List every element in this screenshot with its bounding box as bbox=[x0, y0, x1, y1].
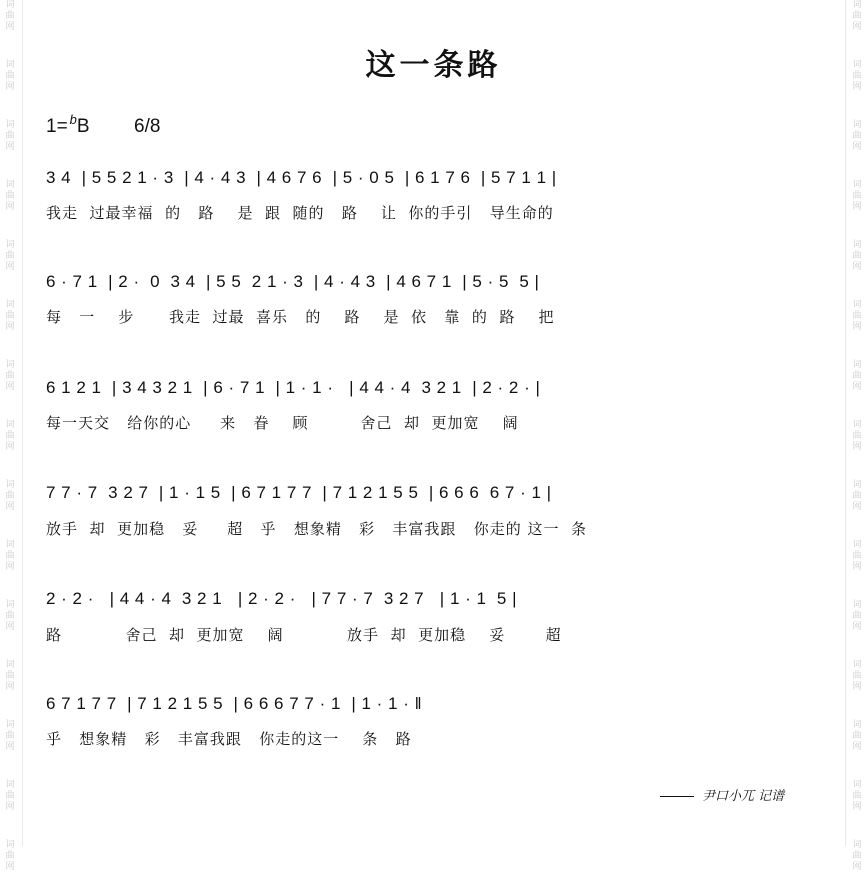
watermark-mark: 词 曲 网 bbox=[5, 780, 15, 812]
time-signature: 6/8 bbox=[134, 116, 161, 137]
watermark-mark: 词 曲 网 bbox=[5, 180, 15, 212]
credit-text: 尹口小兀 记谱 bbox=[702, 789, 785, 804]
notation-row-4: 7 7 · 7 3 2 7 | 1 · 1 5 | 6 7 1 7 7 | 7 1 2 1 5 5 | 6 6 6 6 7 · 1 | bbox=[46, 483, 552, 502]
watermark-mark: 词 曲 网 bbox=[5, 540, 15, 572]
watermark-mark: 词 曲 网 bbox=[852, 840, 862, 872]
watermark-mark: 词 曲 网 bbox=[852, 120, 862, 152]
watermark-mark: 词 曲 网 bbox=[852, 300, 862, 332]
key-note: B bbox=[76, 116, 90, 137]
watermark-mark: 词 曲 网 bbox=[5, 720, 15, 752]
lyrics-row-2: 每 一 步 我走 过最 喜乐 的 路 是 依 靠 的 路 把 bbox=[46, 308, 555, 326]
watermark-column-left bbox=[2, 0, 18, 872]
song-title: 这一条路 bbox=[365, 48, 502, 83]
lyrics-row-3: 每一天交 给你的心 来 眷 顾 舍己 却 更加宽 阔 bbox=[46, 414, 519, 432]
lyrics-row-6: 乎 想象精 彩 丰富我跟 你走的这一 条 路 bbox=[46, 730, 412, 748]
watermark-mark: 词 曲 网 bbox=[5, 240, 15, 272]
lyrics-row-5: 路 舍己 却 更加宽 阔 放手 却 更加稳 妥 超 bbox=[46, 626, 562, 644]
watermark-mark: 词 曲 网 bbox=[852, 360, 862, 392]
credit-dash bbox=[660, 796, 694, 797]
watermark-mark: 词 曲 网 bbox=[5, 60, 15, 92]
watermark-mark: 词 曲 网 bbox=[852, 180, 862, 212]
lyrics-row-1: 我走 过最幸福 的 路 是 跟 随的 路 让 你的手引 导生命的 bbox=[46, 204, 554, 222]
transcriber-credit bbox=[660, 785, 784, 804]
watermark-mark: 词 曲 网 bbox=[5, 660, 15, 692]
watermark-mark: 词 曲 网 bbox=[5, 840, 15, 872]
notation-row-2: 6 · 7 1 | 2 · 0 3 4 | 5 5 2 1 · 3 | 4 · 4 3 | 4 6 7 1 | 5 · 5 5 | bbox=[46, 272, 540, 291]
lyrics-row-4: 放手 却 更加稳 妥 超 乎 想象精 彩 丰富我跟 你走的 这一 条 bbox=[46, 520, 588, 538]
notation-row-3: 6 1 2 1 | 3 4 3 2 1 | 6 · 7 1 | 1 · 1 · | 4 4 · 4 3 2 1 | 2 · 2 · | bbox=[46, 378, 541, 397]
watermark-mark: 词 曲 网 bbox=[852, 780, 862, 812]
watermark-mark: 词 曲 网 bbox=[5, 300, 15, 332]
watermark-mark: 词 曲 网 bbox=[852, 0, 862, 32]
key-prefix: 1= bbox=[46, 116, 68, 137]
notation-row-6: 6 7 1 7 7 | 7 1 2 1 5 5 | 6 6 6 7 7 · 1 | 1 · 1 · ‖ bbox=[46, 694, 423, 713]
watermark-column-right bbox=[849, 0, 865, 872]
watermark-mark: 词 曲 网 bbox=[5, 360, 15, 392]
notation-row-1: 3 4 | 5 5 2 1 · 3 | 4 · 4 3 | 4 6 7 6 | 5 · 0 5 | 6 1 7 6 | 5 7 1 1 | bbox=[46, 168, 557, 187]
watermark-mark: 词 曲 网 bbox=[5, 600, 15, 632]
watermark-mark: 词 曲 网 bbox=[852, 240, 862, 272]
watermark-mark: 词 曲 网 bbox=[5, 480, 15, 512]
watermark-mark: 词 曲 网 bbox=[852, 720, 862, 752]
watermark-mark: 词 曲 网 bbox=[852, 540, 862, 572]
watermark-mark: 词 曲 网 bbox=[5, 420, 15, 452]
watermark-mark: 词 曲 网 bbox=[852, 660, 862, 692]
watermark-mark: 词 曲 网 bbox=[852, 420, 862, 452]
watermark-mark: 词 曲 网 bbox=[852, 600, 862, 632]
key-signature bbox=[46, 112, 90, 138]
watermark-mark: 词 曲 网 bbox=[852, 480, 862, 512]
watermark-mark: 词 曲 网 bbox=[852, 60, 862, 92]
flat-sign: b bbox=[69, 112, 77, 127]
watermark-mark: 词 曲 网 bbox=[5, 120, 15, 152]
notation-row-5: 2 · 2 · | 4 4 · 4 3 2 1 | 2 · 2 · | 7 7 · 7 3 2 7 | 1 · 1 5 | bbox=[46, 589, 517, 608]
watermark-mark: 词 曲 网 bbox=[5, 0, 15, 32]
